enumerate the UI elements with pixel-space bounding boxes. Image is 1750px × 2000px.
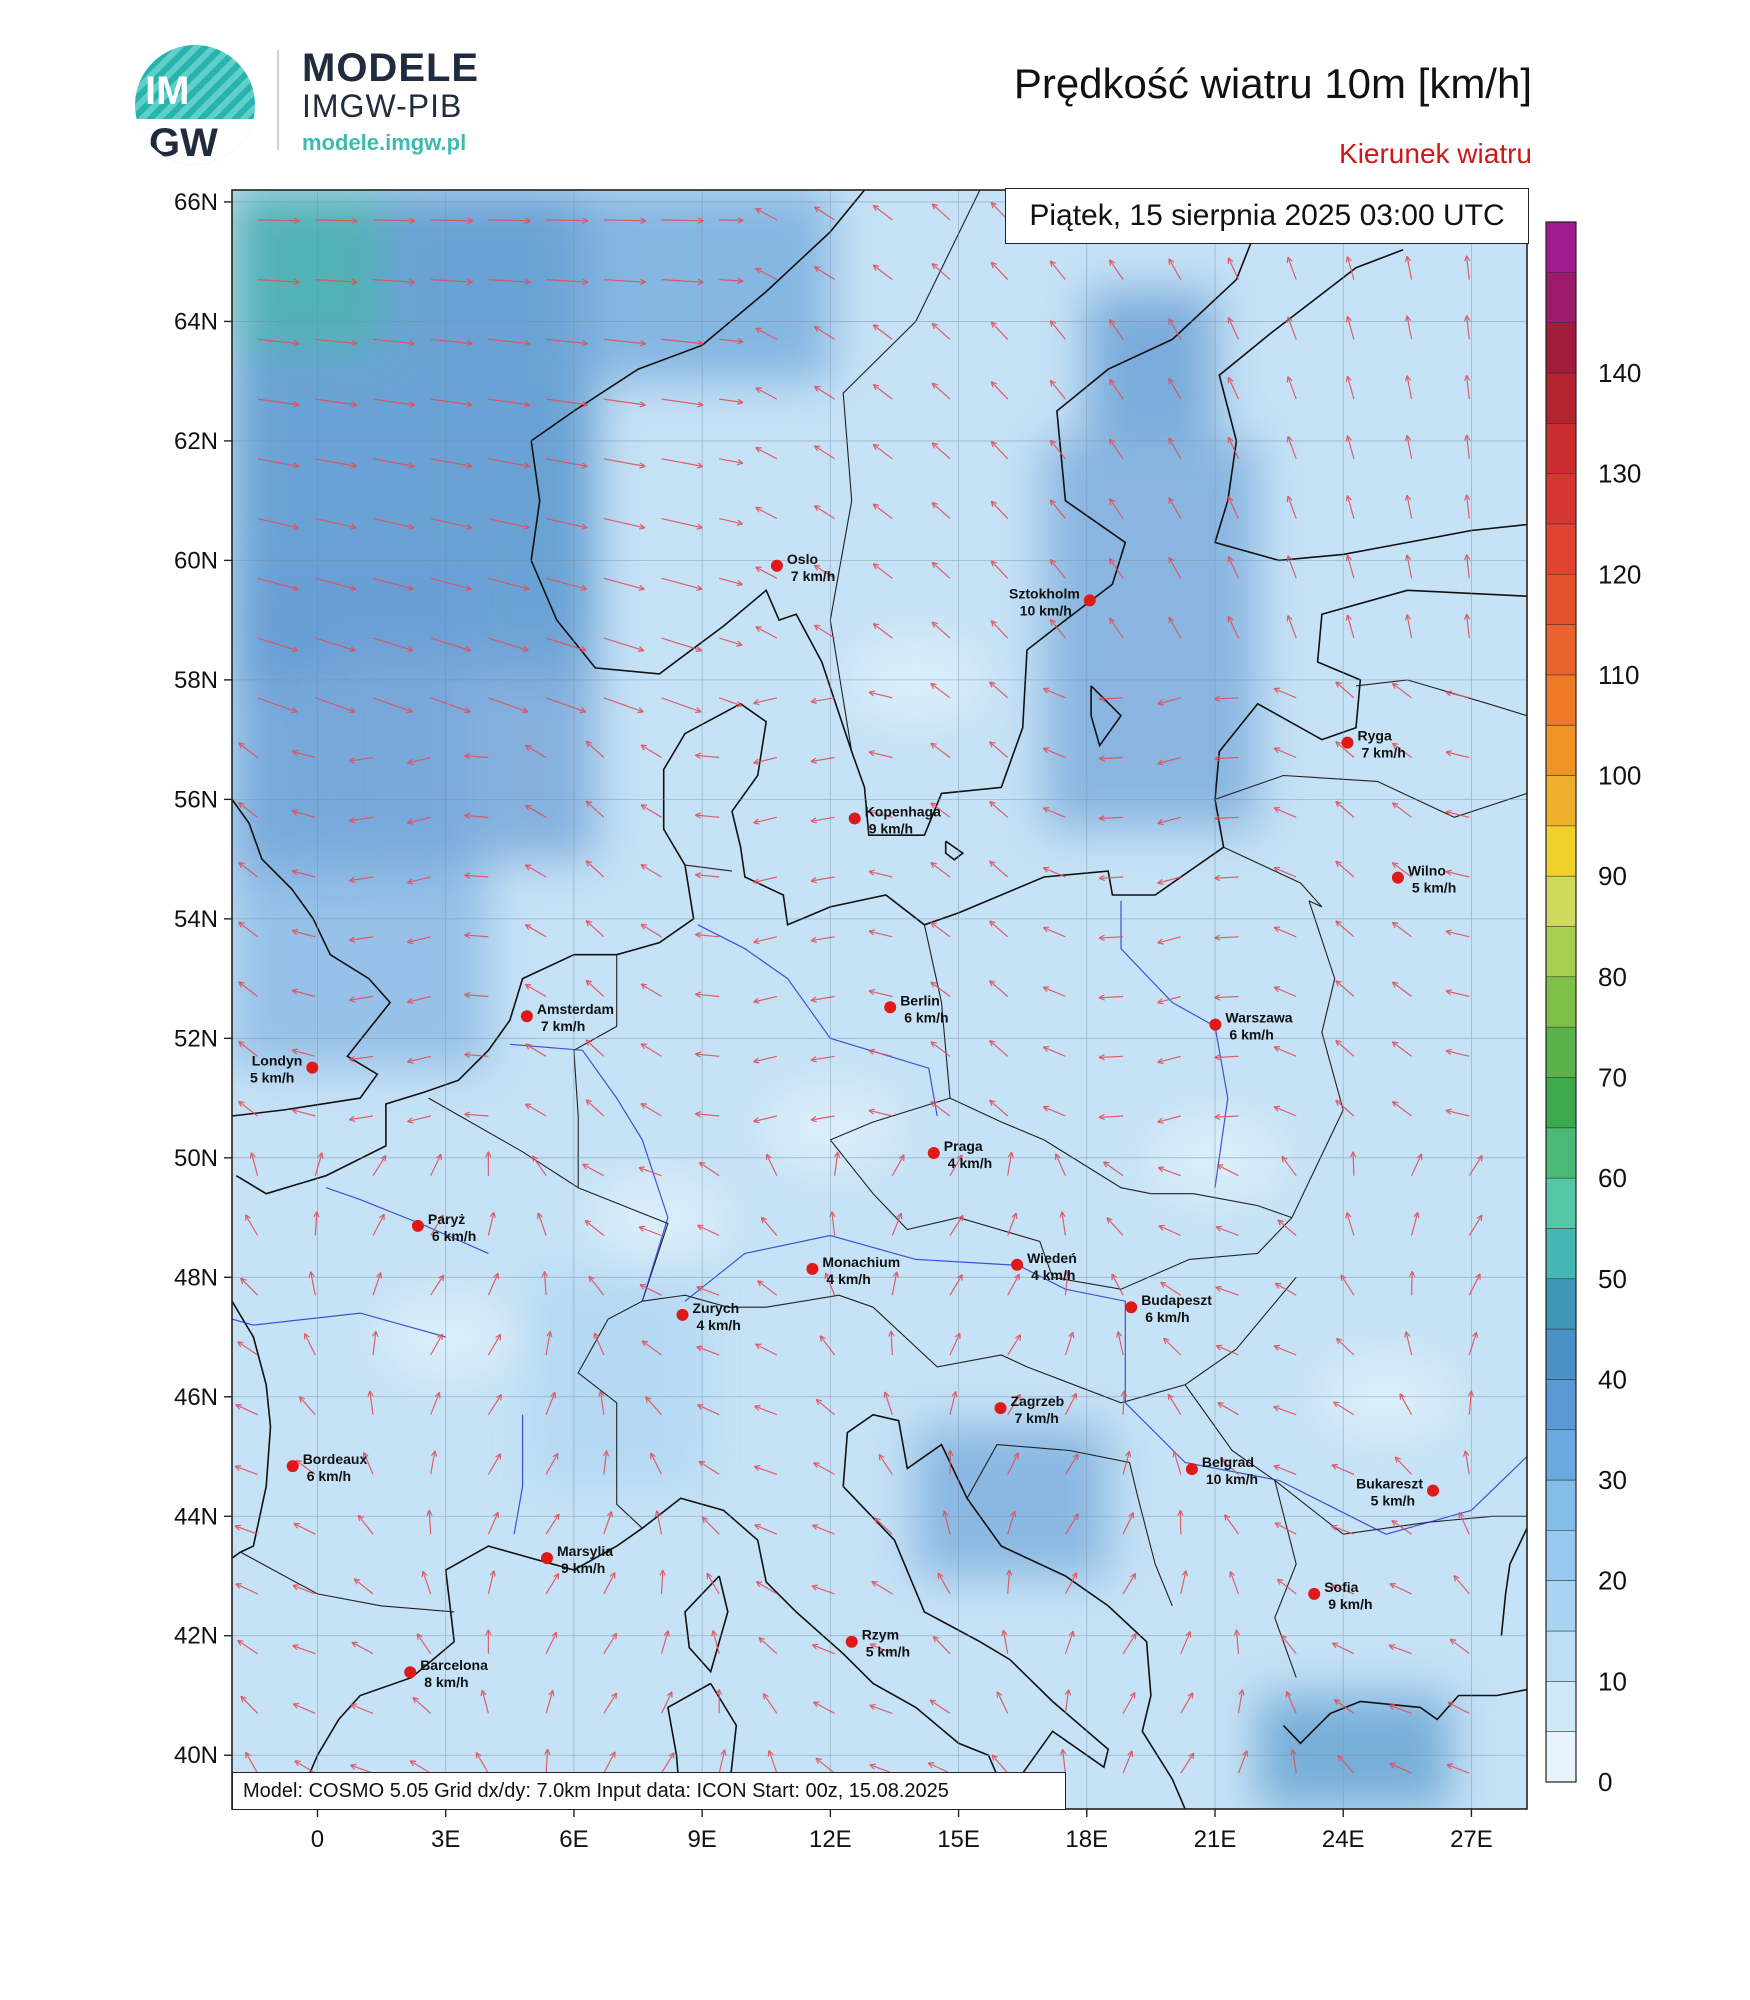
- colorbar-segment: [1546, 373, 1576, 424]
- y-tick-label: 52N: [173, 1025, 218, 1053]
- city-wind-value: 10 km/h: [1019, 602, 1072, 619]
- city-wind-value: 9 km/h: [561, 1560, 606, 1577]
- city-dot: [1011, 1259, 1023, 1271]
- x-tick-label: 0: [310, 1826, 325, 1853]
- colorbar-label: 140: [1598, 358, 1642, 388]
- y-tick-label: 48N: [173, 1264, 218, 1292]
- city-name: Berlin: [900, 992, 940, 1009]
- colorbar-label: 130: [1598, 458, 1642, 489]
- colorbar-segment: [1546, 1530, 1576, 1581]
- y-tick-label: 40N: [173, 1742, 218, 1770]
- city-dot: [1342, 737, 1354, 749]
- colorbar-label: 90: [1598, 861, 1627, 892]
- colorbar-segment: [1546, 323, 1576, 374]
- city-name: Amsterdam: [536, 1001, 614, 1018]
- map-title: Prędkość wiatru 10m [km/h]: [1013, 60, 1532, 107]
- city-wind-value: 5 km/h: [249, 1069, 295, 1086]
- city-wind-value: 5 km/h: [1370, 1492, 1415, 1509]
- x-tick-label: 12E: [808, 1826, 852, 1853]
- colorbar-segment: [1546, 1178, 1576, 1229]
- city-dot: [1209, 1019, 1221, 1031]
- y-tick-label: 46N: [173, 1383, 218, 1411]
- y-tick-label: 62N: [173, 427, 218, 455]
- city-name: Ryga: [1357, 727, 1392, 744]
- city-name: Paryż: [427, 1210, 466, 1227]
- colorbar-segment: [1546, 1430, 1576, 1481]
- logo-emblem-text-bottom: GW: [149, 121, 218, 165]
- city-wind-value: 7 km/h: [540, 1018, 586, 1035]
- city-wind-value: 7 km/h: [790, 567, 836, 584]
- model-info-footer: Model: COSMO 5.05 Grid dx/dy: 7.0km Input data: ICON Start: 00z, 15.08.2025: [232, 1772, 1066, 1810]
- colorbar-label: 80: [1598, 961, 1627, 992]
- city-dot: [1125, 1301, 1137, 1313]
- city-wind-value: 5 km/h: [865, 1643, 911, 1660]
- colorbar-segment: [1546, 524, 1576, 575]
- colorbar-label: 10: [1598, 1666, 1627, 1697]
- city-dot: [306, 1062, 318, 1074]
- colorbar-segment: [1546, 625, 1576, 676]
- colorbar-label: 0: [1598, 1767, 1613, 1797]
- city-wind-value: 4 km/h: [696, 1316, 741, 1333]
- x-tick-label: 24E: [1321, 1826, 1365, 1853]
- city-dot: [771, 560, 783, 572]
- city-dot: [1392, 872, 1404, 884]
- colorbar-segment: [1546, 1581, 1576, 1632]
- y-tick-label: 58N: [173, 666, 218, 694]
- city-name: Londyn: [251, 1052, 303, 1069]
- city-dot: [541, 1552, 553, 1564]
- colorbar-segment: [1546, 1329, 1576, 1380]
- y-tick-label: 66N: [173, 188, 218, 216]
- colorbar-label: 20: [1598, 1565, 1627, 1596]
- city-name: Sofia: [1324, 1578, 1359, 1595]
- city-wind-value: 5 km/h: [1411, 879, 1457, 896]
- city-wind-value: 6 km/h: [904, 1009, 949, 1026]
- colorbar-label: 100: [1598, 760, 1642, 791]
- y-tick-label: 54N: [173, 905, 218, 933]
- x-tick-label: 18E: [1065, 1826, 1109, 1853]
- x-tick-label: 15E: [937, 1826, 980, 1853]
- x-tick-label: 6E: [559, 1826, 589, 1853]
- city-name: Zurych: [692, 1299, 740, 1316]
- colorbar-segment: [1546, 776, 1576, 827]
- x-tick-label: 9E: [687, 1826, 717, 1853]
- forecast-date-label: Piątek, 15 sierpnia 2025 03:00 UTC: [1005, 188, 1529, 244]
- y-tick-label: 60N: [173, 547, 218, 575]
- city-name: Belgrad: [1201, 1454, 1255, 1471]
- colorbar-label: 110: [1598, 659, 1640, 690]
- logo-org: IMGW-PIB: [302, 88, 463, 124]
- city-name: Rzym: [861, 1626, 900, 1643]
- city-wind-value: 9 km/h: [868, 820, 914, 837]
- colorbar-segment: [1546, 1732, 1576, 1783]
- colorbar-segment: [1546, 1379, 1576, 1430]
- city-dot: [677, 1309, 689, 1321]
- city-name: Wiedeń: [1027, 1249, 1077, 1266]
- city-name: Bukareszt: [1356, 1475, 1423, 1492]
- y-tick-label: 56N: [173, 786, 218, 814]
- y-tick-label: 42N: [173, 1622, 218, 1650]
- map-subtitle: Kierunek wiatru: [1339, 138, 1532, 169]
- colorbar-segment: [1546, 222, 1576, 273]
- city-dot: [884, 1001, 896, 1013]
- city-dot: [806, 1263, 818, 1275]
- map-field: [232, 190, 1527, 1809]
- city-wind-value: 6 km/h: [1145, 1309, 1190, 1326]
- logo-title: MODELE: [302, 46, 480, 90]
- colorbar-segment: [1546, 272, 1576, 323]
- city-name: Warszawa: [1225, 1009, 1293, 1026]
- city-name: Marsylia: [557, 1543, 614, 1560]
- city-wind-value: 4 km/h: [1031, 1266, 1076, 1283]
- city-wind-value: 7 km/h: [1014, 1410, 1059, 1427]
- city-dot: [849, 813, 861, 825]
- colorbar-segment: [1546, 1631, 1576, 1682]
- x-tick-label: 21E: [1193, 1826, 1237, 1853]
- city-dot: [412, 1220, 424, 1232]
- colorbar-segment: [1546, 675, 1576, 726]
- city-wind-value: 6 km/h: [306, 1468, 352, 1485]
- city-dot: [928, 1147, 940, 1159]
- city-dot: [995, 1402, 1007, 1414]
- colorbar-segment: [1546, 1027, 1576, 1078]
- city-dot: [846, 1636, 858, 1648]
- colorbar-label: 50: [1598, 1263, 1627, 1294]
- logo-emblem-text-top: IM: [145, 69, 190, 113]
- city-dot: [1427, 1485, 1439, 1497]
- colorbar-segment: [1546, 725, 1576, 776]
- city-name: Oslo: [786, 550, 819, 567]
- city-wind-value: 4 km/h: [947, 1155, 993, 1171]
- x-tick-label: 27E: [1450, 1826, 1493, 1853]
- colorbar-segment: [1546, 423, 1576, 474]
- colorbar-label: 120: [1598, 559, 1642, 590]
- colorbar-segment: [1546, 826, 1576, 877]
- city-wind-value: 7 km/h: [1361, 744, 1406, 761]
- colorbar-segment: [1546, 1279, 1576, 1330]
- city-name: Kopenhaga: [864, 803, 941, 820]
- colorbar-segment: [1546, 1128, 1576, 1179]
- city-name: Barcelona: [420, 1657, 488, 1674]
- city-name: Monachium: [822, 1253, 901, 1270]
- city-dot: [287, 1460, 299, 1472]
- city-dot: [1308, 1588, 1320, 1600]
- colorbar-segment: [1546, 1681, 1576, 1732]
- colorbar-segment: [1546, 927, 1576, 978]
- colorbar-segment: [1546, 574, 1576, 625]
- colorbar: [1546, 222, 1641, 1797]
- city-name: Bordeaux: [302, 1451, 368, 1468]
- city-wind-value: 10 km/h: [1205, 1471, 1259, 1488]
- colorbar-segment: [1546, 876, 1576, 927]
- y-tick-label: 64N: [173, 308, 218, 336]
- city-dot: [1186, 1463, 1198, 1475]
- city-wind-value: 4 km/h: [826, 1270, 871, 1287]
- colorbar-segment: [1546, 1228, 1576, 1279]
- city-name: Zagrzeb: [1010, 1393, 1065, 1410]
- colorbar-label: 40: [1598, 1364, 1627, 1395]
- city-wind-value: 9 km/h: [1328, 1595, 1373, 1612]
- city-dot: [521, 1010, 533, 1022]
- city-name: Sztokholm: [1009, 585, 1080, 602]
- city-wind-value: 6 km/h: [431, 1227, 477, 1244]
- city-name: Budapeszt: [1141, 1292, 1212, 1309]
- colorbar-segment: [1546, 1480, 1576, 1531]
- city-wind-value: 6 km/h: [1229, 1026, 1274, 1043]
- city-name: Praga: [943, 1138, 983, 1154]
- city-dot: [1084, 594, 1096, 606]
- colorbar-label: 70: [1598, 1062, 1627, 1093]
- colorbar-label: 30: [1598, 1465, 1627, 1496]
- y-tick-label: 44N: [173, 1503, 218, 1531]
- colorbar-segment: [1546, 977, 1576, 1028]
- city-dot: [404, 1666, 416, 1678]
- y-tick-label: 50N: [173, 1144, 218, 1172]
- colorbar-label: 60: [1598, 1163, 1627, 1194]
- colorbar-segment: [1546, 474, 1576, 525]
- x-tick-label: 3E: [431, 1826, 461, 1853]
- logo-url: modele.imgw.pl: [302, 130, 467, 155]
- colorbar-segment: [1546, 1077, 1576, 1128]
- city-name: Wilno: [1407, 862, 1446, 879]
- city-wind-value: 8 km/h: [424, 1674, 469, 1691]
